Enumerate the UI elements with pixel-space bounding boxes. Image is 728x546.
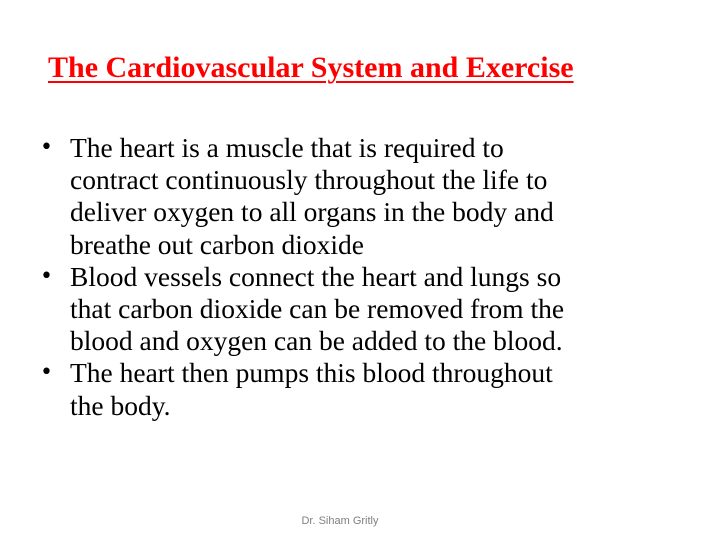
bullet-item — [40, 132, 700, 261]
bullet-line: that carbon dioxide can be removed from the — [70, 293, 565, 325]
bullet-list — [40, 132, 700, 422]
slide-footer: Dr. Siham Gritly — [301, 515, 379, 527]
bullet-line: contract continuously throughout the life to — [70, 164, 548, 196]
bullet-item — [40, 357, 700, 421]
bullet-icon: • — [40, 135, 53, 160]
bullet-line: blood and oxygen can be added to the blood. — [70, 325, 563, 357]
slide-title: The Cardiovascular System and Exercise — [48, 51, 574, 84]
bullet-icon: • — [40, 360, 53, 386]
bullet-icon: • — [40, 263, 53, 289]
bullet-line: breathe out carbon dioxide — [70, 228, 364, 260]
bullet-line: the body. — [70, 389, 171, 421]
bullet-line: The heart is a muscle that is required to — [70, 132, 504, 163]
bullet-line: The heart then pumps this blood throughout — [70, 357, 553, 389]
bullet-item — [40, 261, 700, 358]
bullet-line: Blood vessels connect the heart and lungs so — [70, 260, 562, 292]
bullet-line: deliver oxygen to all organs in the body and — [70, 196, 554, 228]
